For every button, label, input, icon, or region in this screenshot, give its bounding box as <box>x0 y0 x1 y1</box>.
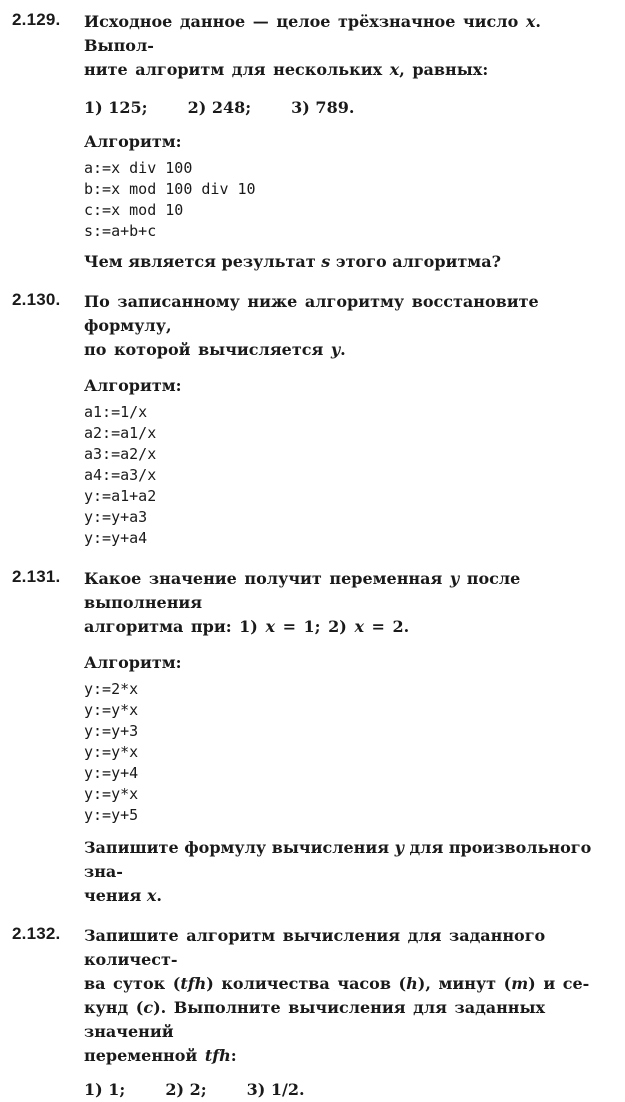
algorithm-label: Алгоритм: <box>84 653 182 672</box>
code-line: y:=y+5 <box>84 806 139 824</box>
option-2: 2) 248; <box>187 98 252 117</box>
code-line: a:=x div 100 <box>84 159 193 177</box>
code-line: y:=y+4 <box>84 764 139 782</box>
problem-question: Чем является результат s этого алгоритма? <box>84 252 501 271</box>
code-line: a3:=a2/x <box>84 445 157 463</box>
problem-2-131 <box>8 567 611 908</box>
code-line: y:=y*x <box>84 743 139 761</box>
code-line: s:=a+b+c <box>84 222 157 240</box>
problem-statement: Запишите алгоритм вычисления для заданного количест- ва суток (tfh) количества часов (h), минут (m) и се- кунд (c). Выполните вычисления для заданных значений переменной tfh: <box>84 926 590 1065</box>
option-1: 1) 1; <box>84 1080 126 1099</box>
code-line: y:=y*x <box>84 701 139 719</box>
problem-statement: По записанному ниже алгоритму восстановите формулу, по которой вычисляется y. <box>84 292 539 359</box>
option-3: 3) 1/2. <box>246 1080 305 1099</box>
problem-number: 2.130. <box>12 290 61 309</box>
option-3: 3) 789. <box>291 98 355 117</box>
problem-2-132 <box>8 924 611 1102</box>
code-line: b:=x mod 100 div 10 <box>84 180 256 198</box>
option-1: 1) 125; <box>84 98 148 117</box>
code-line: y:=y*x <box>84 785 139 803</box>
problem-2-129 <box>8 10 611 274</box>
answer-options <box>84 96 611 120</box>
algorithm-code <box>84 679 611 826</box>
code-line: a2:=a1/x <box>84 424 157 442</box>
code-line: y:=y+a3 <box>84 508 148 526</box>
algorithm-label: Алгоритм: <box>84 132 182 151</box>
problem-number: 2.132. <box>12 924 61 943</box>
algorithm-code <box>84 402 611 549</box>
answer-options <box>84 1078 611 1102</box>
algorithm-code <box>84 158 611 242</box>
option-2: 2) 2; <box>165 1080 207 1099</box>
problem-statement: Какое значение получит переменная y после выполнения алгоритма при: 1) x = 1; 2) x = 2. <box>84 569 521 636</box>
code-line: a1:=1/x <box>84 403 148 421</box>
code-line: y:=2*x <box>84 680 139 698</box>
code-line: y:=a1+a2 <box>84 487 157 505</box>
problem-statement: Исходное данное — целое трёхзначное число x. Выпол- ните алгоритм для нескольких x, равных: <box>84 12 541 79</box>
code-line: c:=x mod 10 <box>84 201 184 219</box>
code-line: y:=y+a4 <box>84 529 148 547</box>
problem-number: 2.131. <box>12 567 61 586</box>
algorithm-label: Алгоритм: <box>84 376 182 395</box>
code-line: y:=y+3 <box>84 722 139 740</box>
problem-2-130 <box>8 290 611 549</box>
problem-question: Запишите формулу вычисления y для произвольного зна- чения x. <box>84 838 592 905</box>
code-line: a4:=a3/x <box>84 466 157 484</box>
problem-number: 2.129. <box>12 10 61 29</box>
